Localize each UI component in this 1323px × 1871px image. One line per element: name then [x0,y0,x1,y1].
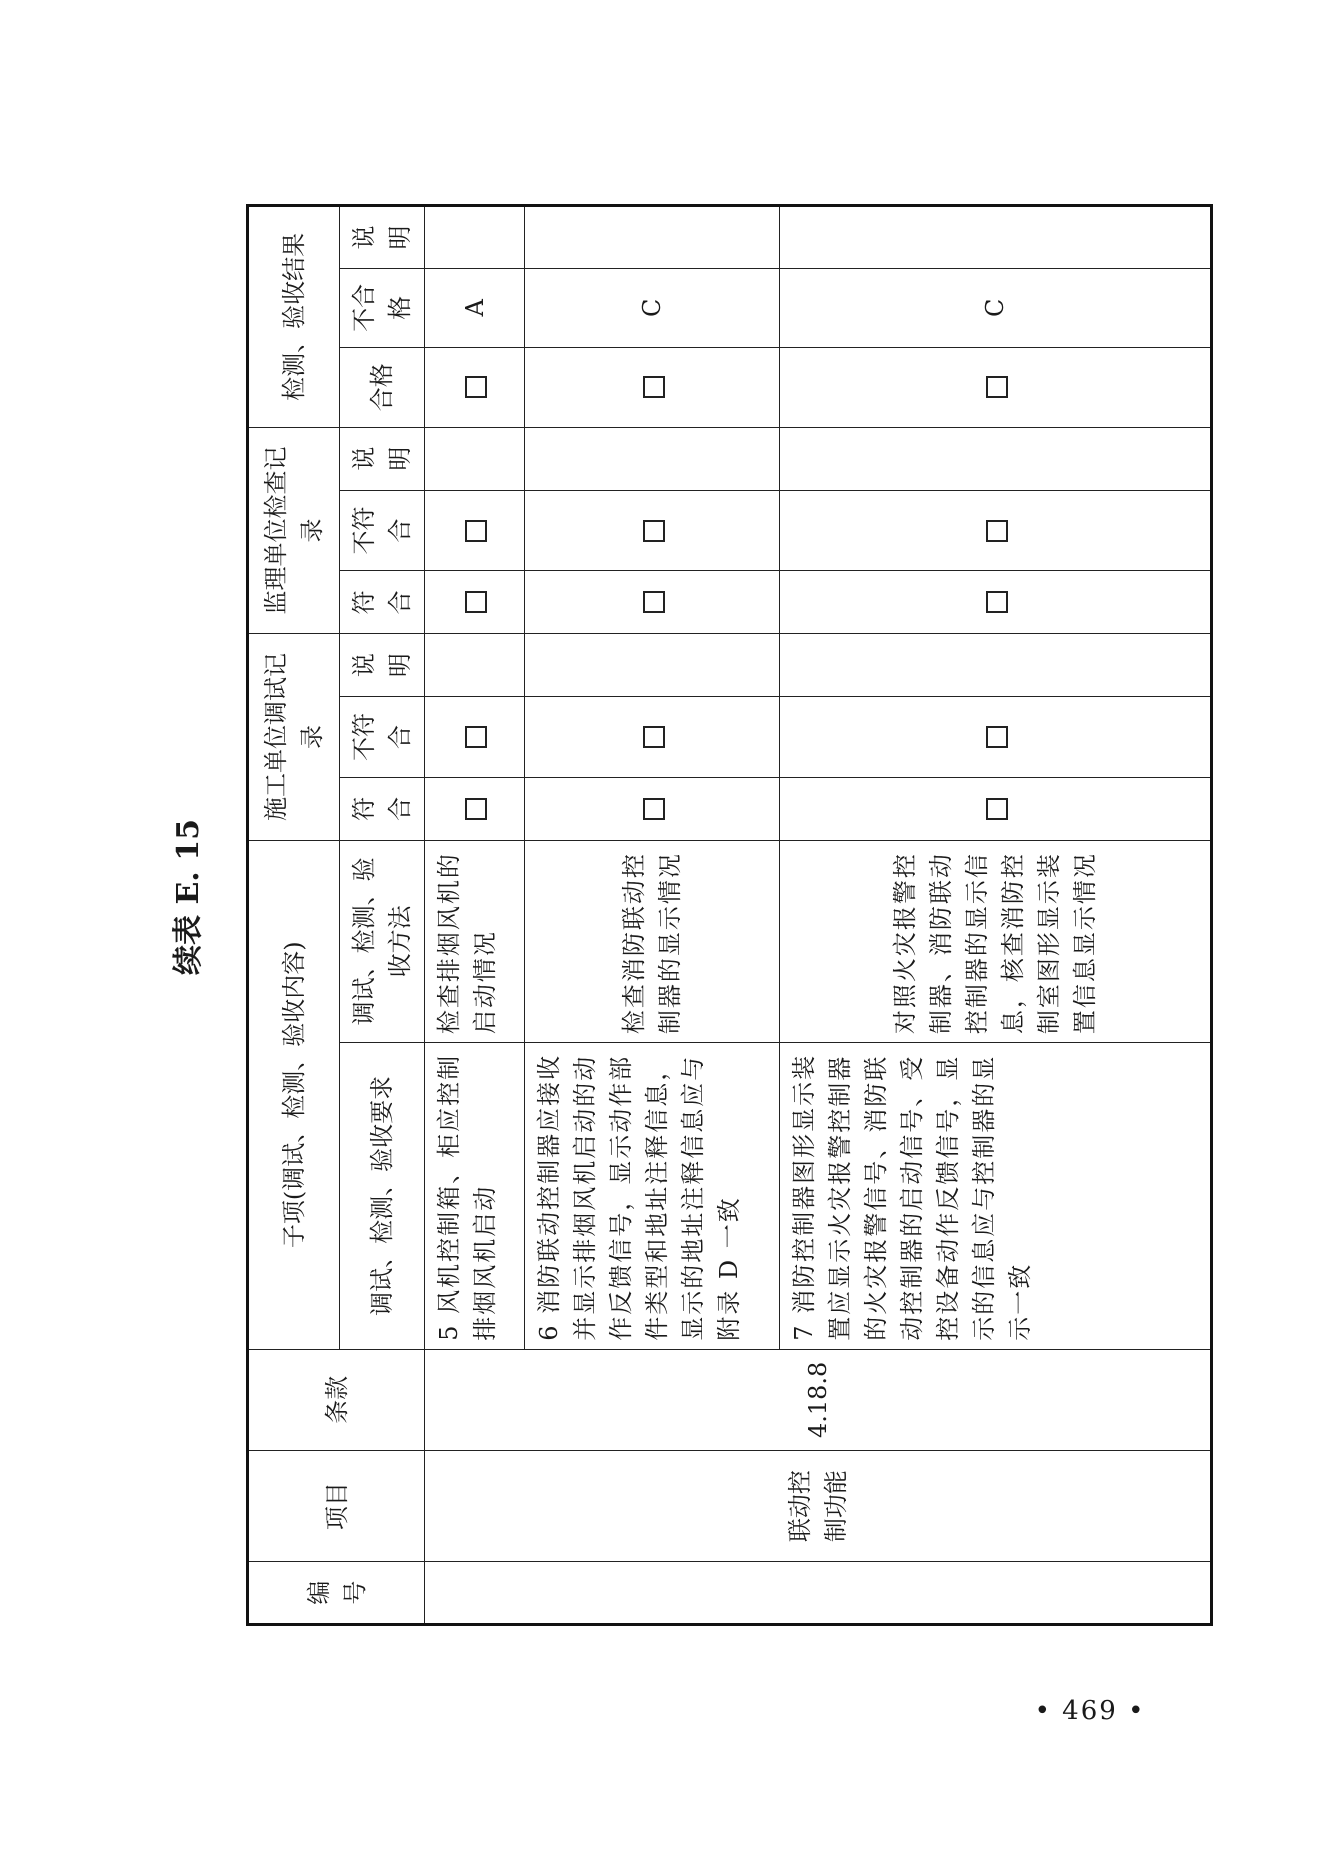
checkbox[interactable] [465,591,487,613]
checkbox[interactable] [465,376,487,398]
checkbox-cell[interactable] [525,347,780,427]
note-cell [425,427,525,490]
requirement-cell: 7 消防控制器图形显示装置应显示火灾报警控制器的火灾报警信号、消防联动控制器的启动信号、受控设备动作反馈信号，显示的信息应与控制器的显示一致 [780,1043,1212,1350]
note-cell [780,427,1212,490]
fail-mark: C [525,268,780,347]
checkbox-cell[interactable] [780,490,1212,571]
header-subitem: 子项(调试、检测、验收内容) [248,840,340,1349]
note-cell [425,206,525,269]
header-result-note: 说明 [340,206,425,269]
checkbox-cell[interactable] [525,777,780,840]
checkbox-cell[interactable] [525,571,780,634]
method-cell: 检查消防联动控制器的显示情况 [525,840,780,1042]
page-title: 续表 E. 15 [171,819,206,975]
checkbox[interactable] [986,591,1008,613]
checkbox[interactable] [986,376,1008,398]
header-construction-note: 说明 [340,634,425,697]
header-construction-conform: 符合 [340,777,425,840]
note-cell [525,206,780,269]
header-requirement: 调试、检测、验收要求 [340,1043,425,1350]
checkbox[interactable] [986,798,1008,820]
clause-cell: 4.18.8 [425,1349,1212,1450]
checkbox-cell[interactable] [780,571,1212,634]
checkbox[interactable] [465,726,487,748]
header-result-pass: 合格 [340,347,425,427]
method-cell: 检查排烟风机的启动情况 [425,840,525,1042]
header-num: 编号 [248,1562,425,1625]
header-result: 检测、验收结果 [248,206,340,428]
checkbox[interactable] [986,726,1008,748]
header-method: 调试、检测、验收方法 [340,840,425,1042]
header-construction-nonconform: 不符合 [340,696,425,777]
header-supervision-nonconform: 不符合 [340,490,425,571]
checkbox[interactable] [643,376,665,398]
checkbox[interactable] [643,520,665,542]
checkbox-cell[interactable] [425,571,525,634]
header-supervision-conform: 符合 [340,571,425,634]
note-cell [780,206,1212,269]
header-supervision-note: 说明 [340,427,425,490]
note-cell [780,634,1212,697]
checkbox-cell[interactable] [525,696,780,777]
inspection-table [246,204,1213,1626]
checkbox-cell[interactable] [525,490,780,571]
note-cell [425,634,525,697]
table-wrapper [246,204,1323,1605]
fail-mark: C [780,268,1212,347]
requirement-cell: 5 风机控制箱、柜应控制排烟风机启动 [425,1043,525,1350]
checkbox-cell[interactable] [425,490,525,571]
num-cell [425,1562,1212,1625]
checkbox-cell[interactable] [780,696,1212,777]
header-result-fail: 不合格 [340,268,425,347]
checkbox[interactable] [465,520,487,542]
checkbox-cell[interactable] [425,777,525,840]
header-supervision: 监理单位检查记录 [248,427,340,633]
note-cell [525,634,780,697]
checkbox-cell[interactable] [780,347,1212,427]
fail-mark: A [425,268,525,347]
checkbox[interactable] [643,798,665,820]
page-number: • 469 • [1034,1696,1146,1726]
checkbox-cell[interactable] [780,777,1212,840]
checkbox-cell[interactable] [425,696,525,777]
header-construction: 施工单位调试记录 [248,634,340,840]
header-item: 项目 [248,1450,425,1561]
method-cell: 对照火灾报警控制器、消防联动控制器的显示信息，核查消防控制室图形显示装置信息显示情况 [780,840,1212,1042]
header-clause: 条款 [248,1349,425,1450]
checkbox[interactable] [643,591,665,613]
checkbox[interactable] [986,520,1008,542]
checkbox[interactable] [465,798,487,820]
note-cell [525,427,780,490]
table-row [425,206,525,1625]
item-cell: 联动控制功能 [425,1450,1212,1561]
checkbox-cell[interactable] [425,347,525,427]
checkbox[interactable] [643,726,665,748]
requirement-cell: 6 消防联动控制器应接收并显示排烟风机启动的动作反馈信号，显示动作部件类型和地址注释信息，显示的地址注释信息应与附录 D 一致 [525,1043,780,1350]
